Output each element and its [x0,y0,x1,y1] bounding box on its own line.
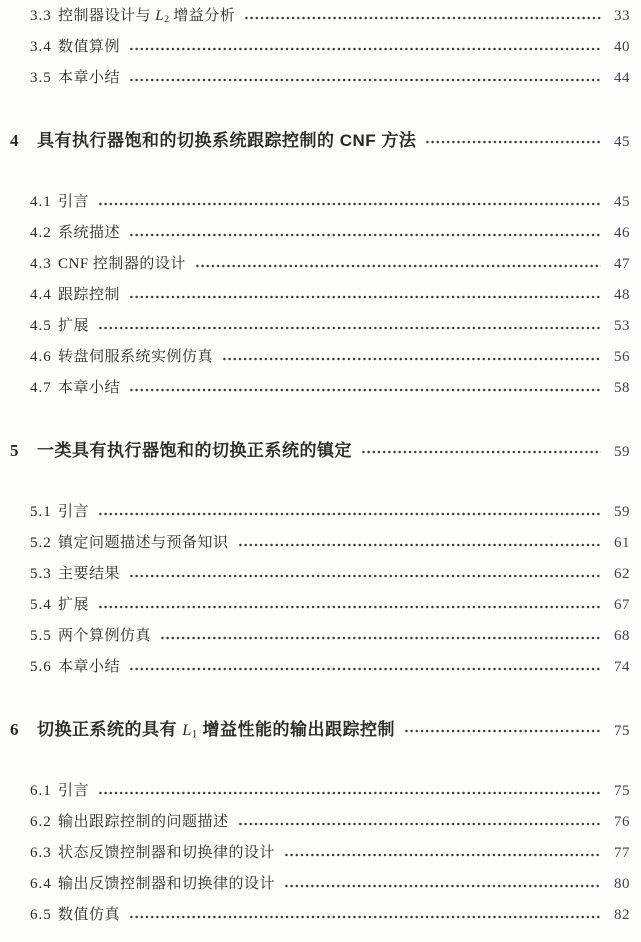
dot-leader [98,790,601,796]
entry-title [58,63,120,94]
title-text: 本章小结 [58,70,121,86]
toc-section-6.3 [10,838,630,869]
toc-section-3.3 [10,1,630,32]
title-text: 主要结果 [58,566,121,582]
title-text: 控制器设计与 [58,8,156,24]
entry-number: 5.1 [30,504,52,520]
dot-leader [98,604,601,610]
entry-number: 6.2 [30,814,52,830]
toc-section-6.5 [10,900,630,931]
toc-section-4.3 [10,249,630,280]
dot-leader [129,46,601,52]
title-text: 引言 [58,194,90,210]
entry-number: 5.4 [30,597,52,613]
page-number: 74 [614,659,630,675]
page-number: 40 [614,39,630,55]
page-number: 58 [614,380,630,396]
title-text: 输出跟踪控制的问题描述 [58,814,229,830]
entry-title [58,807,229,838]
entry-number: 4.7 [30,380,52,396]
entry-title [58,342,213,373]
dot-leader [404,728,601,734]
entry-title [58,497,89,528]
toc-section-4.5 [10,311,630,342]
page-number: 76 [614,814,630,830]
title-text: 输出反馈控制器和切换律的设计 [58,876,276,892]
dot-leader [222,356,601,362]
dot-leader [238,542,601,548]
page-number: 61 [614,535,630,551]
entry-title [58,1,235,35]
entry-title [58,311,89,342]
math-variable: L [182,722,192,739]
entry-title [58,621,151,652]
page-number: 59 [614,504,630,520]
entry-title [58,559,120,590]
title-text: 增益分析 [169,8,236,24]
entry-title [58,218,120,249]
entry-number: 4 [10,131,20,150]
page-number: 45 [614,194,630,210]
title-text: 扩展 [58,597,90,613]
dot-leader [98,201,601,207]
entry-title [58,249,186,280]
dot-leader [425,139,601,145]
entry-number: 4.1 [30,194,52,210]
page-number: 75 [614,723,630,739]
entry-number: 5 [10,441,20,460]
title-text: 跟踪控制 [58,287,121,303]
page-number: 48 [614,287,630,303]
page-number: 47 [614,256,630,272]
page-number: 33 [614,8,630,24]
page-number: 45 [614,134,630,150]
toc-section-3.4 [10,32,630,63]
title-text: 两个算例仿真 [58,628,152,644]
entry-title [37,435,352,466]
toc-section-4.1 [10,187,630,218]
entry-number: 6.5 [30,907,52,923]
title-text: 扩展 [58,318,90,334]
dot-leader [98,325,601,331]
entry-title [58,776,89,807]
entry-title [58,32,120,63]
page-number: 75 [614,783,630,799]
toc-chapter-6 [10,714,630,745]
entry-title [58,590,89,621]
entry-number: 6 [10,720,20,739]
entry-title [58,869,275,900]
dot-leader [98,511,601,517]
dot-leader [129,573,601,579]
math-subscript: 2 [164,14,170,26]
toc-section-6.1 [10,776,630,807]
title-text: 数值算例 [58,39,121,55]
toc-section-4.4 [10,280,630,311]
page-number: 82 [614,907,630,923]
title-text: 具有执行器饱和的切换系统跟踪控制的 CNF 方法 [37,131,417,150]
toc-section-5.3 [10,559,630,590]
math-variable: L [155,8,165,24]
title-text: 本章小结 [58,380,121,396]
page-number: 80 [614,876,630,892]
dot-leader [129,77,601,83]
entry-title [58,528,229,559]
toc-section-4.6 [10,342,630,373]
title-text: CNF 控制器的设计 [58,256,186,272]
toc-section-6.2 [10,807,630,838]
entry-number: 4.2 [30,225,52,241]
entry-number: 4.3 [30,256,52,272]
dot-leader [160,635,601,641]
title-text: 转盘伺服系统实例仿真 [58,349,214,365]
dot-leader [129,666,601,672]
entry-number: 4.4 [30,287,52,303]
dot-leader [129,232,601,238]
toc-chapter-5 [10,435,630,466]
title-text: 引言 [58,504,90,520]
entry-title [37,125,416,156]
toc-section-4.7 [10,373,630,404]
toc-section-5.4 [10,590,630,621]
toc-section-4.2 [10,218,630,249]
page-number: 56 [614,349,630,365]
dot-leader [244,15,601,21]
title-text: 一类具有执行器饱和的切换正系统的镇定 [37,441,352,460]
toc-section-5.5 [10,621,630,652]
dot-leader [361,449,601,455]
entry-title [58,373,120,404]
entry-number: 3.3 [30,8,52,24]
page-number: 77 [614,845,630,861]
entry-number: 6.1 [30,783,52,799]
page-number: 67 [614,597,630,613]
dot-leader [284,852,601,858]
table-of-contents [10,1,630,931]
dot-leader [284,883,601,889]
entry-number: 4.5 [30,318,52,334]
entry-title [58,280,120,311]
toc-chapter-4 [10,125,630,156]
toc-section-5.6 [10,652,630,683]
title-text: 切换正系统的具有 [37,720,183,739]
title-text: 本章小结 [58,659,121,675]
entry-number: 5.3 [30,566,52,582]
title-text: 系统描述 [58,225,121,241]
title-text: 镇定问题描述与预备知识 [58,535,229,551]
title-text: 数值仿真 [58,907,121,923]
toc-section-6.4 [10,869,630,900]
entry-number: 5.6 [30,659,52,675]
entry-number: 6.3 [30,845,52,861]
toc-section-3.5 [10,63,630,94]
entry-title [37,714,395,750]
entry-number: 6.4 [30,876,52,892]
entry-number: 3.5 [30,70,52,86]
dot-leader [129,914,601,920]
toc-section-5.2 [10,528,630,559]
dot-leader [238,821,601,827]
page-number: 53 [614,318,630,334]
entry-number: 4.6 [30,349,52,365]
entry-title [58,900,120,931]
title-text: 状态反馈控制器和切换律的设计 [58,845,276,861]
dot-leader [195,263,601,269]
title-text: 增益性能的输出跟踪控制 [197,720,396,739]
toc-section-5.1 [10,497,630,528]
entry-number: 5.5 [30,628,52,644]
title-text: 引言 [58,783,90,799]
page-number: 46 [614,225,630,241]
page-number: 62 [614,566,630,582]
page-number: 68 [614,628,630,644]
dot-leader [129,387,601,393]
entry-number: 5.2 [30,535,52,551]
page-number: 59 [614,444,630,460]
entry-title [58,652,120,683]
dot-leader [129,294,601,300]
entry-title [58,187,89,218]
entry-number: 3.4 [30,39,52,55]
math-subscript: 1 [191,728,198,741]
page-number: 44 [614,70,630,86]
entry-title [58,838,275,869]
